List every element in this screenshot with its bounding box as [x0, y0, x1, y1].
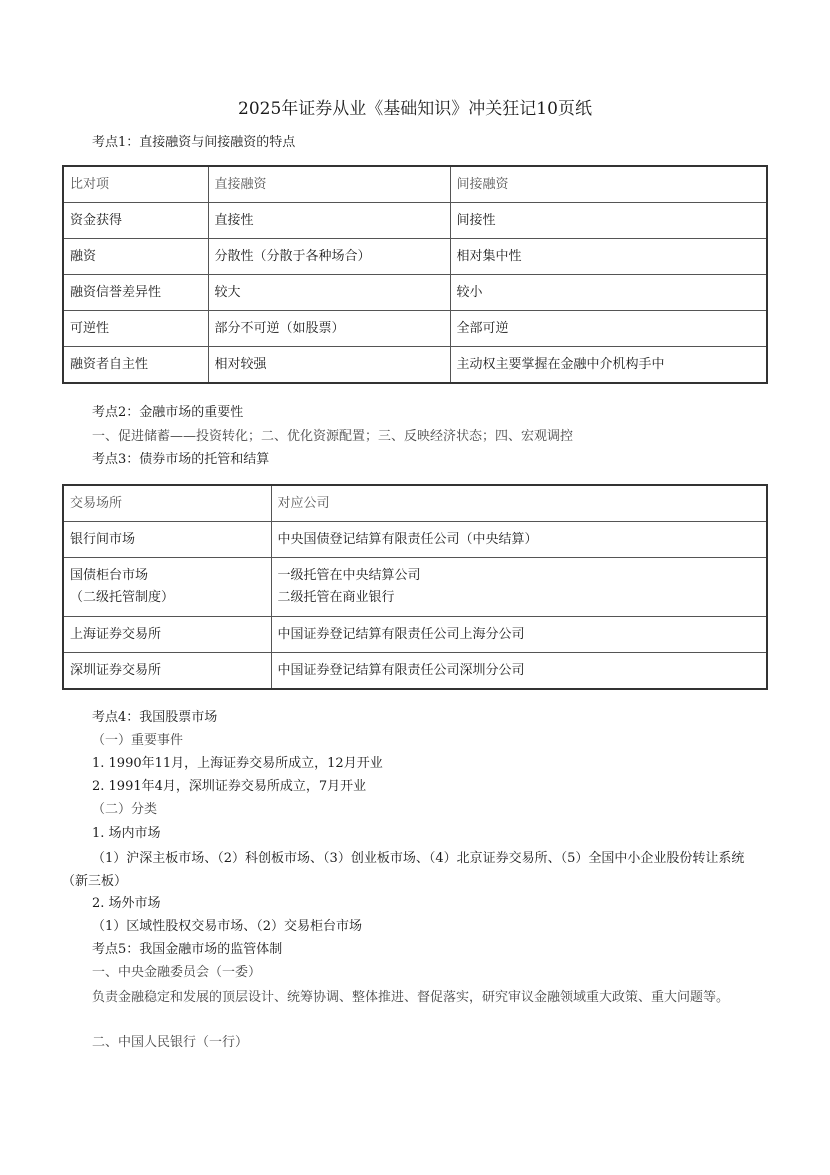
event-item: 2. 1991年4月，深圳证券交易所成立，7月开业	[92, 779, 367, 794]
events-title: （一）重要事件	[92, 733, 184, 748]
table-cell: 中央国债登记结算有限责任公司（中央结算）	[271, 522, 767, 558]
document-title: 2025年证券从业《基础知识》冲关狂记10页纸	[238, 99, 592, 119]
point4-heading: 考点4：我国股票市场	[92, 710, 218, 725]
offsite-text: （1）区域性股权交易市场、（2）交易柜台市场	[92, 919, 363, 934]
table-cell: 主动权主要掌握在金融中介机构手中	[450, 347, 767, 384]
event-item: 1. 1990年11月，上海证券交易所成立，12月开业	[92, 756, 383, 771]
header-cell: 间接融资	[450, 166, 767, 203]
header-cell: 交易场所	[63, 485, 271, 522]
cell-line: 一级托管在中央结算公司	[277, 568, 421, 583]
point5-heading: 考点5：我国金融市场的监管体制	[92, 942, 283, 957]
table-cell: 相对集中性	[450, 239, 767, 275]
point2-heading: 考点2：金融市场的重要性	[92, 405, 244, 420]
table-cell: 中国证券登记结算有限责任公司上海分公司	[271, 617, 767, 653]
table-header-row	[63, 166, 767, 203]
table-header-row	[63, 485, 767, 522]
table-row	[63, 239, 767, 275]
table-row	[63, 311, 767, 347]
table-cell: 资金获得	[63, 203, 208, 239]
table-cell: 部分不可逆（如股票）	[208, 311, 450, 347]
header-cell: 比对项	[63, 166, 208, 203]
point1-heading: 考点1：直接融资与间接融资的特点	[92, 135, 296, 150]
table-cell: 融资信誉差异性	[63, 275, 208, 311]
onsite-title: 1. 场内市场	[92, 826, 161, 841]
table-row	[63, 617, 767, 653]
table-cell: 直接性	[208, 203, 450, 239]
table-row	[63, 203, 767, 239]
cell-line: 二级托管在商业银行	[277, 590, 395, 605]
table-cell: 较大	[208, 275, 450, 311]
table-cell: 可逆性	[63, 311, 208, 347]
table-cell: 融资者自主性	[63, 347, 208, 384]
table-cell: 较小	[450, 275, 767, 311]
bond-custody-table	[62, 484, 768, 690]
table-cell: 深圳证券交易所	[63, 653, 271, 690]
point3-heading: 考点3：债券市场的托管和结算	[92, 452, 270, 467]
onsite-text: （1）沪深主板市场、（2）科创板市场、（3）创业板市场、（4）北京证券交易所、（5）全国中小企业股份转让系统（新三板）	[62, 851, 745, 889]
table-cell	[63, 558, 271, 617]
point5-sub1-text: 负责金融稳定和发展的顶层设计、统筹协调、整体推进、督促落实，研究审议金融领域重大政策、重大问题等。	[92, 990, 730, 1005]
financing-comparison-table	[62, 165, 768, 384]
class-title: （二）分类	[92, 802, 158, 817]
table-cell: 上海证券交易所	[63, 617, 271, 653]
table-cell: 间接性	[450, 203, 767, 239]
cell-line: 国债柜台市场	[70, 568, 149, 583]
cell-line: （二级托管制度）	[70, 590, 175, 605]
header-cell: 直接融资	[208, 166, 450, 203]
point2-text: 一、促进储蓄——投资转化；二、优化资源配置；三、反映经济状态；四、宏观调控	[92, 429, 574, 444]
point5-sub2: 二、中国人民银行（一行）	[92, 1035, 249, 1050]
table-row	[63, 347, 767, 384]
table-row	[63, 653, 767, 690]
point5-sub1: 一、中央金融委员会（一委）	[92, 965, 262, 980]
table-cell: 分散性（分散于各种场合）	[208, 239, 450, 275]
table-row	[63, 275, 767, 311]
table-cell: 银行间市场	[63, 522, 271, 558]
header-cell: 对应公司	[271, 485, 767, 522]
table-row	[63, 522, 767, 558]
table-cell: 相对较强	[208, 347, 450, 384]
table-cell	[271, 558, 767, 617]
table-cell: 全部可逆	[450, 311, 767, 347]
offsite-title: 2. 场外市场	[92, 896, 161, 911]
table-cell: 融资	[63, 239, 208, 275]
table-cell: 中国证券登记结算有限责任公司深圳分公司	[271, 653, 767, 690]
table-row	[63, 558, 767, 617]
